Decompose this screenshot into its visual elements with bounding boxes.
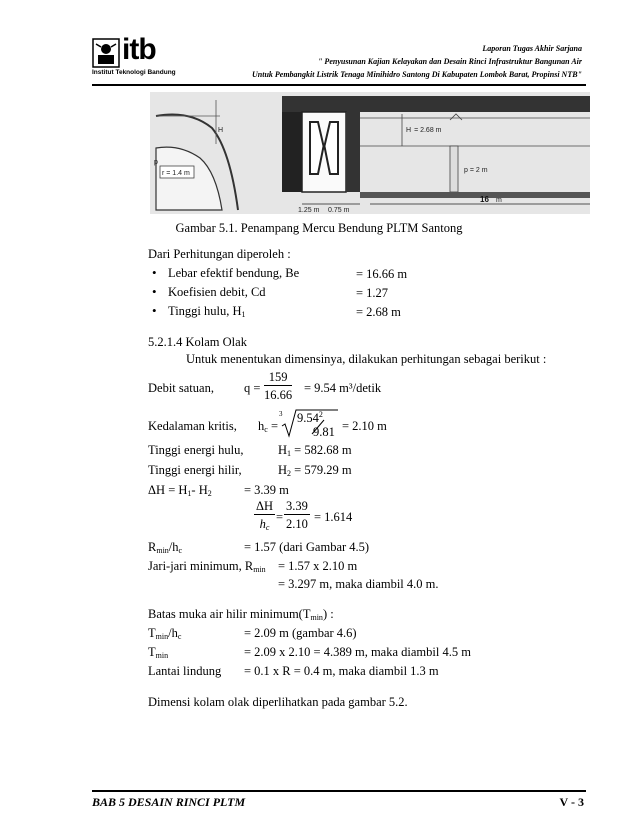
ratio-result: = 1.614 [314,510,353,524]
debit-q: q = [244,381,261,395]
jari-jari-value: = 1.57 x 2.10 m [278,559,358,573]
energi-hilir-value: $H_2 = 579.29$ m [278,463,352,478]
bullet-item: • Koefisien debit, Cd [168,285,266,300]
report-header [122,42,582,81]
p-left-label: p [154,159,158,166]
delta-h-label: $\Delta H = H_1-$ $H_2$ [148,483,212,498]
bullet-value: = 1.27 [356,286,389,300]
lantai-label: Lantai lindung [148,664,222,678]
p-right-label: p = 2 m [464,167,488,174]
tmin-hc-label: $T_{min}/h_c$ [148,626,182,641]
logo-subtitle: Institut Teknologi Bandung [92,69,176,76]
section-title: 5.2.1.4 Kolam Olak [148,335,247,349]
dim-125-label: 1.25 m [298,207,320,214]
tmin-label: $T_{min}$ [148,645,169,660]
energi-hulu-value: $H_1 = 582.68$ m [278,443,352,458]
intro-text: Dari Perhitungan diperoleh : [148,247,291,261]
lantai-value: = 0.1 x R = 0.4 m, maka diambil 1.3 m [244,664,439,678]
weir-cross-section-figure [150,92,590,214]
ratio-fraction-2: $\frac{3.39}{2.10}$ [286,499,308,531]
page-number: V - 3 [559,795,584,809]
radius-label: r = 1.4 m [162,170,190,177]
ratio-fraction-1: $\frac{\Delta H}{h_c}$ [256,499,274,532]
kritis-numerator: 9.54$^2$ [297,410,323,425]
rmin-hc-label: $R_{min}/h_c$ [148,540,183,555]
length-unit-label: m [496,197,502,204]
closing-text: Dimensi kolam olak diperlihatkan pada gambar 5.2. [148,695,408,709]
h1-right-label: H = 2.68 m [406,127,442,134]
jari-jari-value-2: = 3.297 m, maka diambil 4.0 m. [278,577,439,591]
delta-h-value: = 3.39 m [244,483,289,497]
tmin-hc-value: = 2.09 m (gambar 4.6) [244,626,357,640]
ganesha-emblem-icon [92,38,120,68]
rmin-hc-value: = 1.57 (dari Gambar 4.5) [244,540,370,554]
energi-hilir-label: Tinggi energi hilir, [148,463,242,477]
bullet-value: = 16.66 m [356,267,408,281]
bullet-item: • Lebar efektif bendung, Be [168,266,299,281]
length-16-label: 16 [480,195,489,204]
logo-wordmark: itb [122,33,156,66]
dim-075-label: 0.75 m [328,207,350,214]
batas-label: Batas muka air hilir $minimum(T_{min})$ : [148,607,334,622]
header-line-1: Laporan Tugas Akhir Sarjana [482,44,582,53]
debit-label: Debit satuan, [148,381,214,395]
h1-left-label: H [218,127,224,134]
ratio-equals: = [276,510,284,524]
section-intro: Untuk menentukan dimensinya, dilakukan perhitungan sebagai berikut : [186,352,547,366]
root-index: 3 [279,410,283,418]
header-line-3: Untuk Pembangkit Listrik Tenaga Minihidro Santong Di Kabupaten Lombok Barat, Propinsi NTB" [252,70,582,79]
tmin-value: = 2.09 x 2.10 = 4.389 m, maka diambil 4.5 m [244,645,471,659]
bullet-item: • Tinggi hulu, $H_1$ [168,304,246,319]
header-rule [92,84,586,86]
kritis-label: Kedalaman kritis, [148,419,237,433]
footer-rule [92,790,586,792]
jari-jari-label: Jari-jari minimum, $R_{min}$ [148,559,266,574]
kritis-result: = 2.10 m [342,419,387,433]
bullet-value: = 2.68 m [356,305,401,319]
debit-result: = 9.54 m³/detik [304,381,382,395]
energi-hulu-label: Tinggi energi hulu, [148,443,244,457]
kritis-symbol: $h_c$ = [258,419,278,434]
figure-caption: Gambar 5.1. Penampang Mercu Bendung PLTM Santong [175,221,463,235]
debit-fraction: $\frac{159}{16.66}$ [264,370,293,402]
footer-chapter: BAB 5 DESAIN RINCI PLTM [92,795,246,809]
weir-diagram [150,92,590,214]
header-line-2: " Penyusunan Kajian Kelayakan dan Desain Rinci Infrastruktur Bangunan Air [317,57,582,66]
kritis-denominator: 9.81 [313,425,335,439]
